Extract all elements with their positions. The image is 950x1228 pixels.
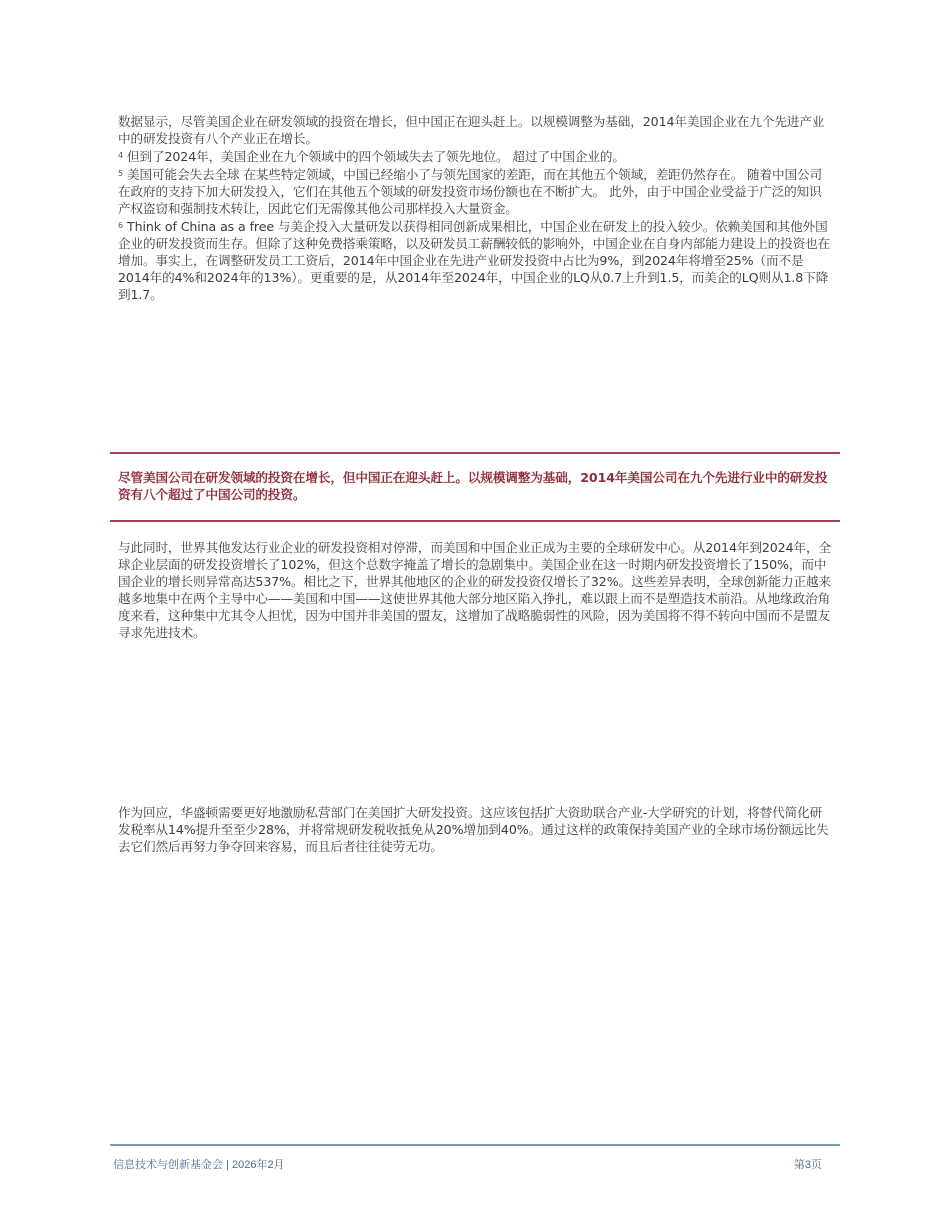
callout-bottom-divider	[110, 520, 840, 522]
middle-paragraph	[118, 539, 834, 641]
paragraph-text: 与此同时，世界其他发达行业企业的研发投资相对停滞，而美国和中国企业正成为主要的全球研发中心。从2014年到2024年，全球企业层面的研发投资增长了102%，但这个总数字掩盖了增长的急剧集中。美国企业在这一时期内研发投资增长了150%，而中国企业的增长则异常高达537%。相比之下，世界其他地区的企业的研发投资仅增长了32%。这些差异表明，全球创新能力正越来越多地集中在两个主导中心——美国和中国——这使世界其他大部分地区陷入挣扎，难以跟上而不是塑造技术前沿。从地缘政治角度来看，这种集中尤其令人担忧，因为中国并非美国的盟友，这增加了战略脆弱性的风险，因为美国将不得不转向中国而不是盟友寻求先进技术。	[118, 540, 831, 640]
intro-paragraph: 数据显示，尽管美国企业在研发领域的投资在增长，但中国正在迎头赶上。以规模调整为基础，2014年美国企业在九个先进产业中的研发投资有八个产业正在增长。	[118, 114, 825, 146]
footnote-6	[118, 217, 834, 303]
footer-divider	[110, 1144, 840, 1146]
bottom-paragraph	[118, 804, 834, 855]
footnote-text: Think of China as a free 与美企投入大量研发以获得相同创新成果相比，中国企业在研发上的投入较少。依赖美国和其他外国企业的研发投资而生存。但除了这种免费搭乘策略，以及研发员工薪酬较低的影响外，中国企业在自身内部能力建设上的投资也在增加。事实上，在调整研发员工工资后，2014年中国企业在先进产业研发投资中占比为9%，到2024年将增至25%（而不是2014年的4%和2024年的13%）。更重要的是，从2014年至2024年，中国企业的LQ从0.7上升到1.5，而美企的LQ则从1.8下降到1.7。	[118, 219, 831, 302]
callout-top-divider	[110, 452, 840, 454]
paragraph-text: 作为回应，华盛顿需要更好地激励私营部门在美国扩大研发投资。这应该包括扩大资助联合产业-大学研究的计划，将替代简化研发税率从14%提升至至少28%，并将常规研发税收抵免从20%增加到40%。通过这样的政策保持美国产业的全球市场份额远比失去它们然后再努力争夺回来容易，而且后者往往徒劳无功。	[118, 805, 829, 854]
footnote-marker: 5	[118, 169, 123, 178]
footnote-5	[118, 165, 834, 217]
top-section	[118, 113, 834, 303]
footnote-text: 但到了2024年，美国企业在九个领域中的四个领域失去了领先地位。 超过了中国企业的。	[127, 149, 625, 164]
footnote-4	[118, 147, 834, 165]
footnote-text: 美国可能会失去全球 在某些特定领域，中国已经缩小了与领先国家的差距，而在其他五个领域，差距仍然存在。 随着中国公司在政府的支持下加大研发投入，它们在其他五个领域的研发投资市场份额也在不断扩大。 此外，由于中国企业受益于广泛的知识产权盗窃和强制技术转让，因此它们无需像其他公司那样投入大量资金。	[118, 167, 822, 216]
footer-page-number: 第3页	[793, 1159, 822, 1171]
pull-quote: 尽管美国公司在研发领域的投资在增长，但中国正在迎头赶上。以规模调整为基础，2014年美国公司在九个先进行业中的研发投资有八个超过了中国公司的投资。	[118, 470, 828, 502]
footer-publisher-date: 信息技术与创新基金会 | 2026年2月	[113, 1159, 285, 1171]
footnote-marker: 6	[118, 221, 123, 230]
footnote-marker: 4	[118, 151, 123, 160]
